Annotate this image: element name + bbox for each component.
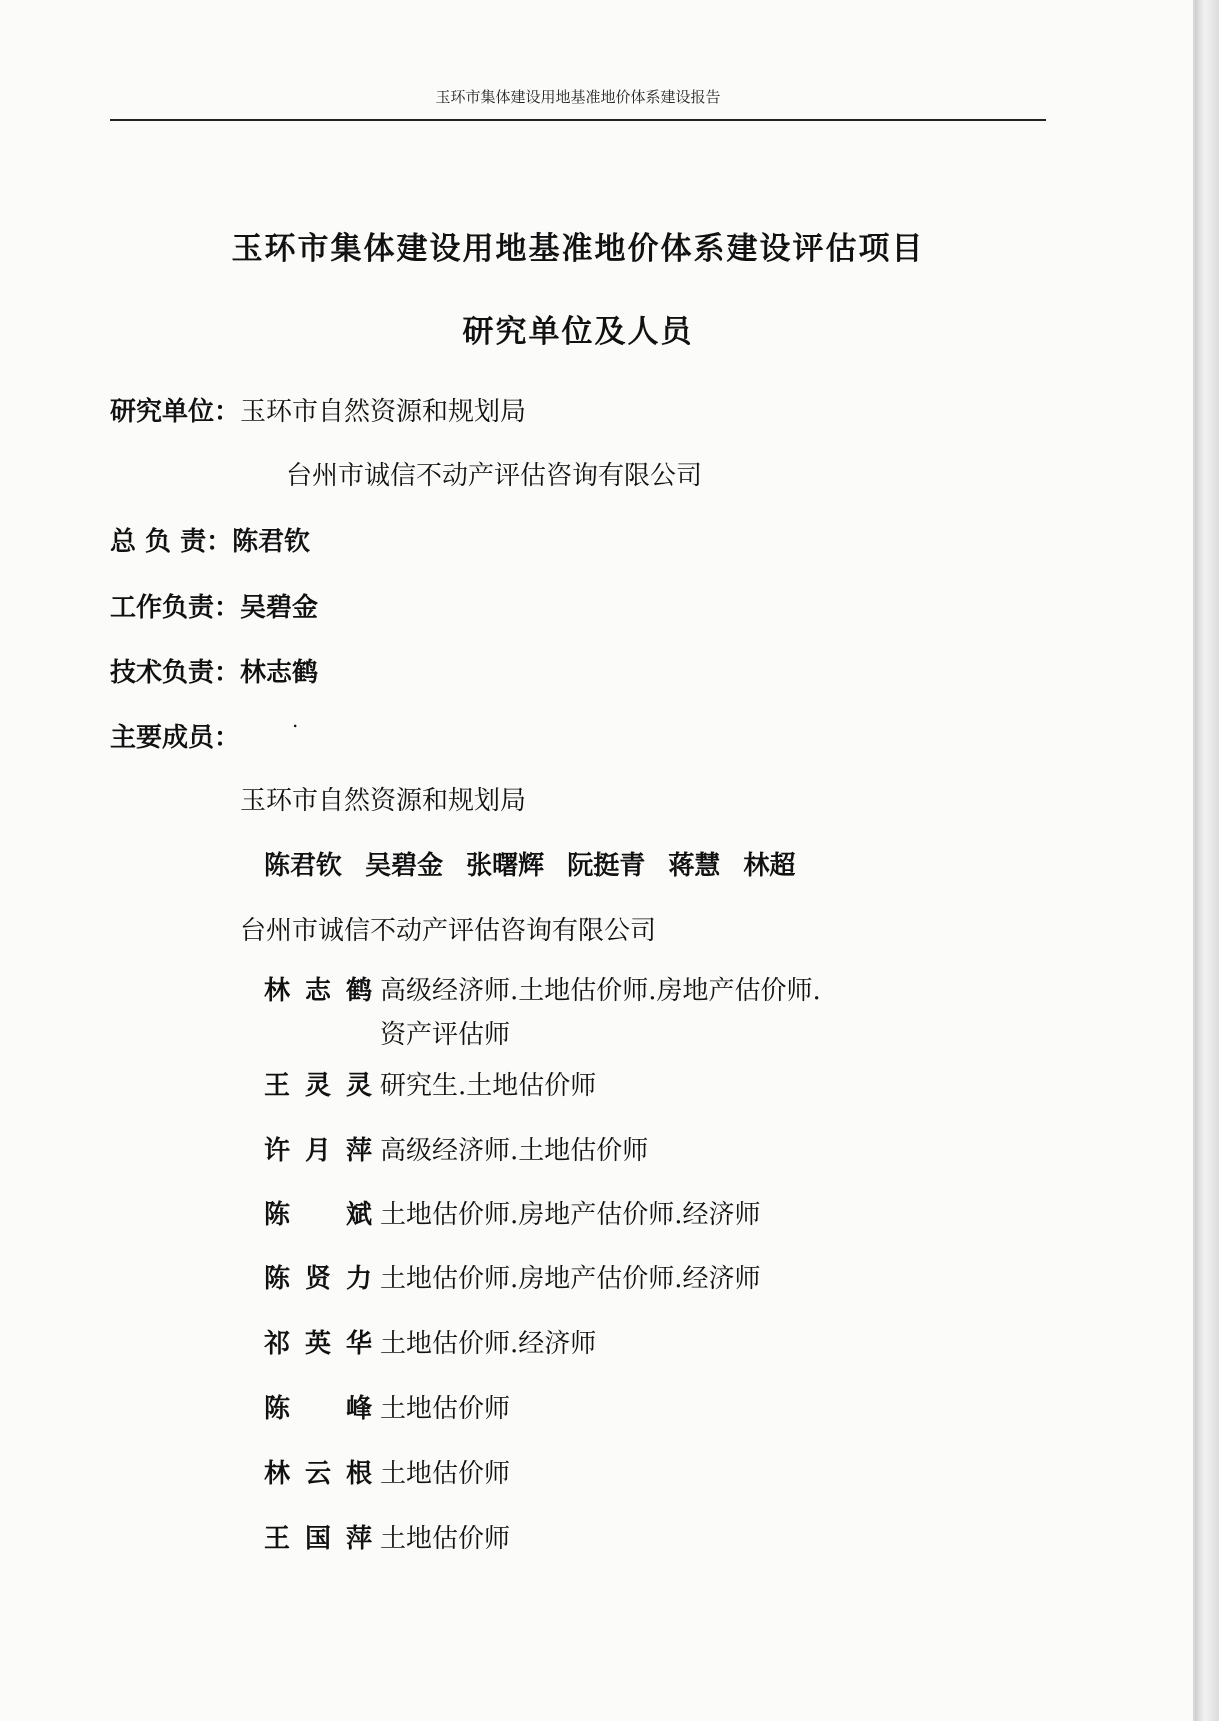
member-title: 土地估价师.经济师: [380, 1329, 597, 1359]
member-row: [264, 1388, 510, 1425]
org1-people-row: [264, 845, 795, 882]
member-title: 高级经济师.土地估价师.房地产估价师.: [380, 976, 821, 1006]
member-title: 土地估价师.房地产估价师.经济师: [380, 1200, 761, 1230]
org2-name: 台州市诚信不动产评估咨询有限公司: [240, 916, 657, 946]
main-members-label: 主要成员：: [110, 723, 241, 753]
member-row: [264, 1453, 510, 1490]
member-name: 王国萍: [264, 1524, 372, 1554]
member-row: [264, 1065, 596, 1102]
member-row: [264, 1323, 596, 1360]
member-name: 王灵灵: [264, 1071, 372, 1101]
research-units-row: [110, 391, 526, 428]
general-lead-row: [110, 521, 310, 558]
general-lead-name: 陈君钦: [232, 527, 311, 557]
member-title: 土地估价师.房地产估价师.经济师: [380, 1264, 761, 1294]
org1-person: 张曙辉: [466, 851, 545, 881]
member-name: 林志鹤: [264, 976, 372, 1006]
org1-person: 陈君钦: [264, 851, 343, 881]
main-members-row: [110, 717, 240, 754]
general-lead-label: 总 负 责：: [110, 527, 233, 557]
member-name: 陈 斌: [264, 1200, 372, 1230]
org1-person: 林超: [743, 851, 796, 881]
member-name: 陈 峰: [264, 1394, 372, 1424]
org1-name: 玉环市自然资源和规划局: [240, 786, 527, 816]
member-title: 研究生.土地估价师: [380, 1071, 597, 1101]
page-edge: [1195, 0, 1219, 1721]
member-name: 陈贤力: [264, 1264, 372, 1294]
member-row: [264, 1258, 761, 1295]
member-row: [264, 1194, 761, 1231]
member-title: 土地估价师: [380, 1459, 511, 1489]
member-row: [264, 1518, 510, 1555]
work-lead-label: 工作负责：: [110, 593, 241, 623]
running-header: 玉环市集体建设用地基准地价体系建设报告: [435, 88, 721, 106]
member-title: 土地估价师: [380, 1524, 511, 1554]
member-row: [264, 1130, 648, 1167]
header-rule: [110, 119, 1046, 121]
member-title-continued: 资产评估师: [380, 1020, 511, 1050]
member-title: 高级经济师.土地估价师: [380, 1136, 649, 1166]
tech-lead-row: [110, 652, 318, 689]
tech-lead-label: 技术负责：: [110, 658, 241, 688]
org1-person: 吴碧金: [365, 851, 444, 881]
org1-person: 阮挺青: [567, 851, 646, 881]
research-unit-2-row: [286, 455, 702, 492]
research-unit-2: 台州市诚信不动产评估咨询有限公司: [286, 461, 703, 491]
org1-person: 蒋慧: [668, 851, 721, 881]
member-name: 许月萍: [264, 1136, 372, 1166]
work-lead-row: [110, 587, 318, 624]
research-unit-1: 玉环市自然资源和规划局: [240, 397, 527, 427]
stray-mark: .: [292, 708, 299, 732]
tech-lead-name: 林志鹤: [240, 658, 319, 688]
title-line-1: 玉环市集体建设用地基准地价体系建设评估项目: [231, 231, 925, 267]
research-units-label: 研究单位：: [110, 397, 241, 427]
member-title: 土地估价师: [380, 1394, 511, 1424]
work-lead-name: 吴碧金: [240, 593, 319, 623]
member-name: 林云根: [264, 1459, 372, 1489]
member-row: [264, 970, 821, 1007]
member-name: 祁英华: [264, 1329, 372, 1359]
title-line-2: 研究单位及人员: [462, 314, 694, 350]
